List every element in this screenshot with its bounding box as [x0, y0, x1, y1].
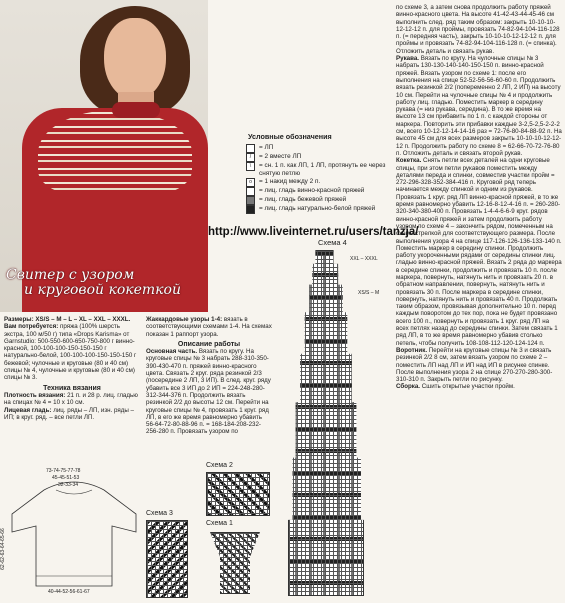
source-url[interactable]: http://www.liveinternet.ru/users/tanzja/	[208, 226, 419, 238]
schema-1-chart	[210, 532, 260, 594]
legend-item: = лиц. гладь бежевой пряжей	[246, 196, 394, 205]
schema-1-label: Схема 1	[206, 520, 233, 527]
legend-item: / = 2 вместе ЛП	[246, 153, 394, 162]
pattern-number-top: 73-74-75-77-78	[46, 468, 81, 474]
sweater-yoke	[38, 110, 192, 196]
pattern-number-row2: 45-45-51-53	[52, 475, 80, 481]
pattern-number-side: 62-62-63-64-65-66	[0, 528, 6, 570]
schema-3-label: Схема 3	[146, 510, 173, 517]
schema-2-label: Схема 2	[206, 462, 233, 469]
legend-item: \ = сн. 1 п. как ЛП, 1 ЛП, протянуть ее через снятую петлю	[246, 162, 394, 178]
left-column: Размеры: XS/S – M – L – XL – XXL – XXXL. Вам потребуется: пряжа (100% шерсть экстра, 100 м/50 г) типа «Drops Karisma» от Garnstudio: 500-550-600-650-750-800 г винно-красной, 100-100-100-150-150-150 г натурально-белой, 100-100-100-150-150-150 г бежевой; чулочные и круговые (80 и 40 см) спицы № 4, чулочные и круговые (80 и 40 см) спицы № 3. Техника вязания Плотность вязания: 21 п. и 28 р. лиц. гладью на спицах № 4 = 10 х 10 см. Лицевая гладь: лиц. ряды – ЛП, изн. ряды – ИП; в круг. ряд. – все петли ЛП.	[4, 316, 138, 421]
legend	[246, 144, 394, 214]
schema-3-chart	[146, 520, 188, 598]
schema-4-size-xxl: XXL – XXXL	[350, 256, 378, 262]
legend-item: = ЛП	[246, 144, 394, 153]
pattern-number-row3: 32-33-34	[58, 482, 79, 488]
model-photo	[0, 0, 208, 312]
schema-4-size-xs: XS/S – M	[358, 290, 380, 296]
middle-column: Жаккардовые узоры 1-4: вязать в соответствующими схемами 1-4. На схемах показан 1 раппорт узора. Описание работы Основная часть. Вязать по кругу. На круговые спицы № 3 набрать 288-310-350-390-430-470 п. пряжей винно-красного цвета. Связать 2 круг. ряда резинкой 2/3 (посередине 2 ЛП, 3 ИП). В след. круг. ряду убавить все 3 ИП до 2 ИП = 224-248-280-312-344-376 п. Продолжить вязать резинкой 2/2 до высоты 12 см. Перейти на круговые спицы № 4, провязать 1 круг. ряд ЛП, в его же время равномерно убавить 56-64-72-80-88-96 п. = 168-184-208-232-256-280 п. Провязать узором по	[146, 316, 272, 436]
legend-title: Условные обозначения	[248, 132, 332, 141]
model-face	[104, 18, 166, 100]
right-column: по схеме 3, а затем снова продолжить работу пряжей винно-красного цвета. На высоте 41-42-43-44-45-46 см выполнить след. ряд таким образом: закрыть 10-10-10-12-12-12 п. для проймы, провязать 74-82-94-104-116-128 п. (= передняя часть), закрыть 10-10-10-12-12-12 п. для проймы и провязать 74-82-94-104-116-128 п. (= спинка). Отложить деталь и связать рукав. Рукава. Вязать по кругу. На чулочные спицы № 3 набрать 130-130-140-140-150-150 п. винно-красной пряжей. Вязать узором по схеме 1: после его выполнения на спице 52-52-56-56-60-60 п. Продолжить вязать резинкой 2/2 (попеременно 2 ЛП, 2 ИП) на высоту 10 см. Перейти на чулочные спицы № 4 и продолжить работу лиц. гладью. Поместить маркер в середину рукава (= низ рукава, середина). В то же время на высоте 13 см прибавить по 1 п. с каждой стороны от маркера. Повторить эти прибавки каждые 3-2,5-2,5-2-2-2 см, всего 10-12-12-14-14-16 раз = 72-76-80-84-88-92 п. На высоте 45 см для всех размеров закрыть 10-10-10-12-12-12 п. Продолжить работу по схеме 8 = 62-66-70-72-76-80 п. Отложить деталь и связать второй рукав. Кокетка. Снять петли всех деталей на одни круговые спицы, при этом петли рукавов поместить между деталями переда и спинки, совместив участки пройм = 272-296-328-352-384-416 п. Круговой ряд теперь начинается между спинкой и одним из рукавов. Провязать 1 круг. ряд ЛП винно-красной пряжей, в то же время равномерно убавить 12-16-8-12-4-16 п. = 260-280-320-340-380-400 п. Провязать 1-4-4-6-6-9 круг. рядов винно-красной пряжей и затем продолжить работу узором по схеме 4 – закончить рядом, помеченным на схеме стрелкой для соответствующего размера. После выполнения узора 4 на спице 117-126-126-136-133-140 п. Поместить маркер в середину спинки. Продолжить работу укороченными рядами от середины спинки лиц. гладью винно-красной пряжей. Вязать 2 ряда до маркера в середине спинки, продолжить и провязать 10 п. после маркера, повернуть, натянуть нить и провязать 20 п. в обратном направлении, повернуть, натянуть нить и провязать 30 п. После маркера в середине спинки, повернуть, натянуть нить и провязать 40 п. Продолжать таким образом, провязывая дополнительно 10 п. перед каждым поворотом до тех пор, пока не будет провязано всего 100 п., повернуть и провязать 1 круг. ряд ЛП на всех петлях назад до середины спинки. Затем связать 1 ряд ЛП, в то же время равномерно убавив столько петель, чтобы получить 108-108-112-120-124-124 п. Воротник. Перейти на круговые спицы № 3 и связать резинкой 2/2 8 см, затем вязать узором по схеме 2 – поместить ЛП над ЛП и ИП над ИП в рисунке спинке. После выполнения узора 2 на спице 270-270-280-300-310-310 п. Закрыть петли по рисунку. Сборка. Сшить открытые участки пройм.	[396, 4, 562, 391]
article-title: Свитер с узором и круговой кокеткой	[6, 267, 181, 298]
schema-4-chart	[288, 250, 364, 596]
legend-item: o = 1 накид между 2 п.	[246, 178, 394, 187]
legend-item: = лиц. гладь винно-красной пряжей	[246, 187, 394, 196]
sweater-collar	[112, 102, 160, 118]
schema-4-label: Схема 4	[318, 238, 347, 247]
garment-pattern-diagram	[0, 468, 144, 598]
legend-item: = лиц. гладь натурально-белой пряжей	[246, 205, 394, 214]
pattern-number-bottom: 40-44-52-56-61-67	[48, 589, 90, 595]
schema-2-chart	[206, 472, 270, 516]
